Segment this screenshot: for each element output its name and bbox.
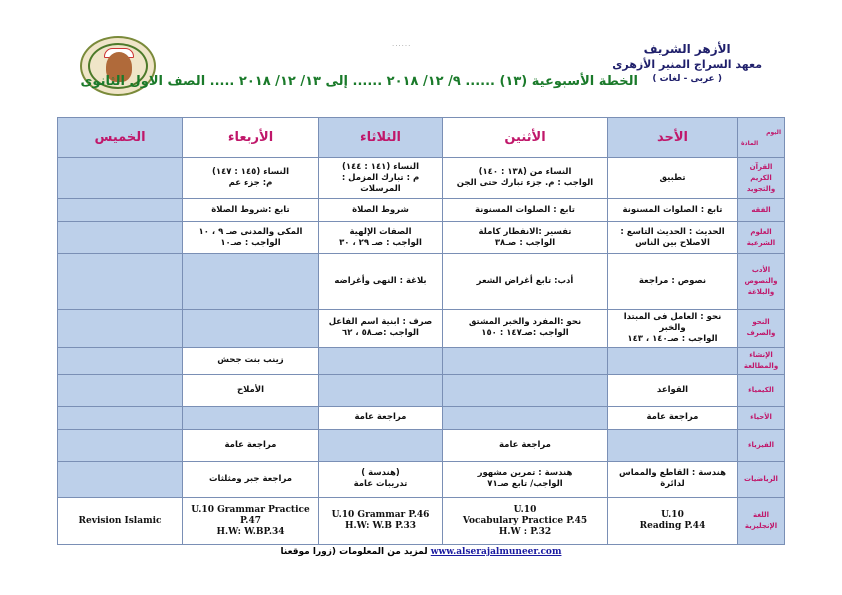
schedule-cell: [319, 461, 443, 497]
schedule-cell: [58, 498, 183, 545]
schedule-cell: [58, 254, 183, 309]
footer: [0, 547, 842, 557]
table-row: [58, 406, 785, 429]
schedule-cell: [608, 222, 738, 254]
cell-text: (هندسة ) تدريبات عامة: [353, 468, 408, 490]
cell-text: مراجعة جبر ومثلثات: [208, 473, 293, 484]
schedule-cell: [319, 347, 443, 374]
schedule-cell: [183, 374, 319, 406]
cell-text: صرف : ابنية اسم الفاعل الواجب :صـ٥٨ ، ٦٢: [328, 317, 433, 339]
subject-label: العلوم الشرعية: [738, 222, 785, 254]
schedule-cell: [443, 309, 608, 347]
schedule-cell: [443, 158, 608, 198]
schedule-cell: [183, 461, 319, 497]
cell-text: مراجعة عامة: [646, 412, 699, 423]
cell-text: تابع : الصلوات المسنونة: [622, 204, 723, 215]
subject-label: الكيمياء: [738, 374, 785, 406]
cell-text: النساء من (١٣٨ : ١٤٠) الواجب : م. جزء تبارك حتى الجن: [456, 167, 594, 189]
subject-label: الفقه: [738, 198, 785, 221]
school-line-1: الأزهر الشريف: [643, 42, 731, 56]
table-row: [58, 309, 785, 347]
cell-text: الأملاح: [236, 384, 265, 395]
cell-text: U.10 Grammar Practice P.47 H.W: W.BP.34: [191, 504, 310, 537]
schedule-cell: [443, 198, 608, 221]
schedule-cell: [58, 309, 183, 347]
subject-label: الأحياء: [738, 406, 785, 429]
schedule-cell: [443, 406, 608, 429]
schedule-cell: [608, 406, 738, 429]
cell-text: تابع :شروط الصلاة: [211, 204, 290, 215]
schedule-cell: [443, 461, 608, 497]
weekly-plan-title: الخطة الأسبوعية (١٣) ...... ٩/ ١٢/ ٢٠١٨ ...... إلى ١٣/ ١٢/ ٢٠١٨ ..... الصف الاول الثانوى: [80, 74, 638, 89]
cell-text: بلاغة : النهى وأغراضه: [334, 275, 427, 286]
footer-text: لمزيد من المعلومات (زورا موقعنا: [280, 547, 428, 557]
header-dots: ......: [392, 40, 412, 48]
schedule-cell: [319, 406, 443, 429]
schedule-cell: [608, 158, 738, 198]
schedule-cell: [608, 429, 738, 461]
subject-label: الرياضيات: [738, 461, 785, 497]
schedule-cell: [608, 461, 738, 497]
schedule-cell: [608, 498, 738, 545]
subject-label: النحو والصرف: [738, 309, 785, 347]
schedule-cell: [183, 254, 319, 309]
schedule-cell: [319, 222, 443, 254]
schedule-cell: [58, 406, 183, 429]
schedule-cell: [319, 429, 443, 461]
subject-label: اللغة الإنجليزية: [738, 498, 785, 545]
table-row: [58, 429, 785, 461]
corner-day-label: اليوم: [766, 128, 781, 136]
schedule-cell: [58, 158, 183, 198]
cell-text: نصوص : مراجعة: [638, 275, 707, 286]
schedule-cell: [608, 254, 738, 309]
cell-text: تابع : الصلوات المسنونة: [475, 204, 575, 215]
schedule-cell: [58, 347, 183, 374]
cell-text: Revision Islamic: [78, 515, 162, 526]
header-row: [58, 118, 785, 158]
schedule-cell: [183, 498, 319, 545]
table-row: [58, 498, 785, 545]
cell-text: U.10 Grammar P.46 H.W: W.B P.33: [331, 510, 430, 532]
table-row: [58, 198, 785, 221]
schedule-cell: [183, 158, 319, 198]
cell-text: U.10 Reading P.44: [639, 510, 706, 532]
day-header-0: الأحد: [608, 118, 738, 158]
school-line-2: معهد السراج المنير الأزهرى: [612, 58, 762, 71]
schedule-cell: [183, 198, 319, 221]
table-row: [58, 222, 785, 254]
schedule-cell: [443, 374, 608, 406]
schedule-cell: [183, 429, 319, 461]
schedule-cell: [58, 374, 183, 406]
cell-text: الصفات الإلهية الواجب : صـ ٢٩ ، ٣٠: [339, 226, 422, 248]
subject-label: القرآن الكريم والتجويد: [738, 158, 785, 198]
schedule-cell: [608, 198, 738, 221]
school-line-3: ( عربى - لغات ): [652, 74, 722, 84]
subject-label: الفيزياء: [738, 429, 785, 461]
table-row: [58, 347, 785, 374]
table-row: [58, 374, 785, 406]
cell-text: القواعد: [656, 384, 689, 395]
table-row: [58, 158, 785, 198]
table-row: [58, 254, 785, 309]
day-header-2: الثلاثاء: [319, 118, 443, 158]
corner-cell: [738, 118, 785, 158]
schedule-cell: [319, 309, 443, 347]
weekly-schedule-table: [57, 117, 785, 545]
subject-label: الإنشاء والمطالعة: [738, 347, 785, 374]
schedule-cell: [183, 222, 319, 254]
schedule-cell: [319, 198, 443, 221]
cell-text: نحو : العامل فى المبتدا والخبر الواجب : صـ١٤٠ ، ١٤٣: [623, 311, 722, 344]
cell-text: الحديث : الحديث التاسع : الاصلاح بين الناس: [620, 226, 725, 248]
schedule-cell: [319, 374, 443, 406]
schedule-cell: [319, 498, 443, 545]
schedule-cell: [443, 498, 608, 545]
table-row: [58, 461, 785, 497]
cell-text: مراجعة عامة: [354, 412, 407, 423]
schedule-cell: [608, 309, 738, 347]
schedule-cell: [608, 347, 738, 374]
schedule-cell: [319, 254, 443, 309]
schedule-cell: [58, 461, 183, 497]
cell-text: نحو :المفرد والخبر المشتق الواجب :صـ١٤٧ : ١٥٠: [468, 317, 582, 339]
schedule-cell: [319, 158, 443, 198]
cell-text: تطبيق: [659, 172, 686, 183]
website-link[interactable]: www.alserajalmuneer.com: [430, 547, 562, 557]
cell-text: أدب: تابع أغراض الشعر: [476, 275, 574, 286]
cell-text: النساء (١٤١ : ١٤٤) م : تبارك المزمل : المرسلات: [341, 161, 420, 194]
day-header-3: الأربعاء: [183, 118, 319, 158]
schedule-cell: [443, 254, 608, 309]
day-header-1: الأثنين: [443, 118, 608, 158]
cell-text: النساء (١٤٥ : ١٤٧) م: جزء عم: [212, 167, 289, 189]
schedule-cell: [183, 406, 319, 429]
cell-text: مراجعة عامة: [224, 439, 277, 450]
cell-text: المكى والمدنى صـ ٩ ، ١٠ الواجب : صـ١٠: [198, 226, 303, 248]
schedule-cell: [58, 429, 183, 461]
schedule-cell: [443, 347, 608, 374]
cell-text: مراجعة عامة: [499, 439, 551, 450]
cell-text: تفسير :الانفطار كاملة الواجب : صـ٣٨: [478, 226, 572, 248]
schedule-cell: [443, 429, 608, 461]
day-header-4: الخميس: [58, 118, 183, 158]
cell-text: هندسة : القاطع والمماس لدائرة: [619, 468, 726, 490]
schedule-cell: [183, 309, 319, 347]
cell-text: U.10 Vocabulary Practice P.45 H.W : P.32: [462, 504, 588, 537]
schedule-cell: [608, 374, 738, 406]
cell-text: شروط الصلاة: [352, 204, 409, 215]
corner-subject-label: المادة: [741, 139, 759, 147]
cell-text: هندسة : تمرين مشهور الواجب/ تابع صـ٧١: [477, 468, 573, 490]
schedule-cell: [183, 347, 319, 374]
schedule-cell: [58, 198, 183, 221]
cell-text: زينب بنت جحش: [217, 355, 284, 366]
schedule-cell: [58, 222, 183, 254]
schedule-cell: [443, 222, 608, 254]
subject-label: الأدب والنصوص والبلاغة: [738, 254, 785, 309]
